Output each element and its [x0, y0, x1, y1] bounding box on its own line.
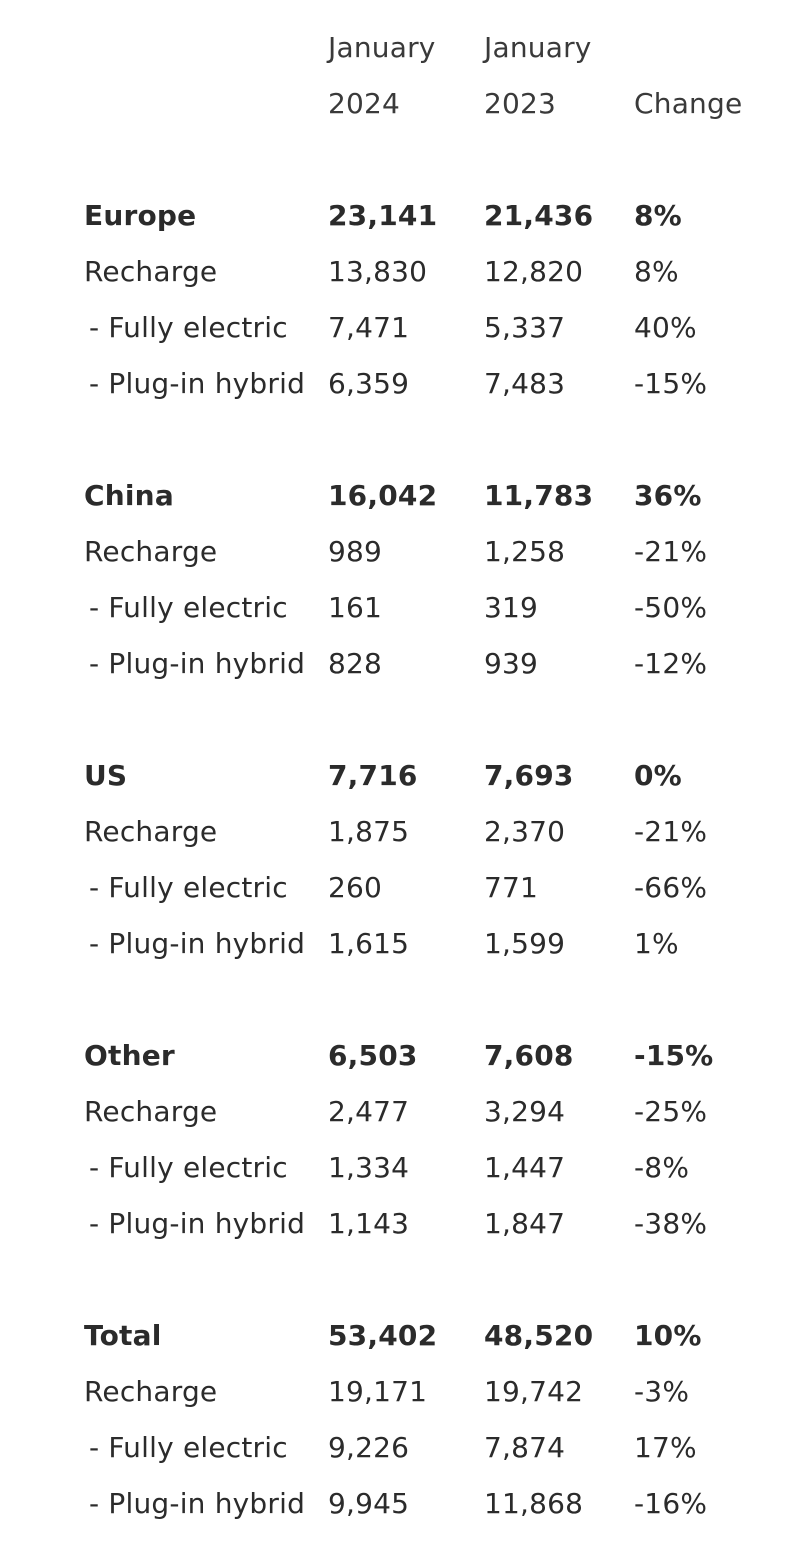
row-value-2024: 7,471 [328, 311, 410, 344]
region-total-2024: 16,042 [328, 479, 438, 512]
region-total-2023: 11,783 [484, 479, 594, 512]
row-change: -21% [634, 535, 708, 568]
row-label: - Plug-in hybrid [89, 1487, 306, 1520]
row-label: - Plug-in hybrid [89, 1207, 306, 1240]
region-total-change: -15% [634, 1039, 714, 1072]
row-value-2024: 1,875 [328, 815, 410, 848]
row-change: -16% [634, 1487, 708, 1520]
row-value-2023: 3,294 [484, 1095, 566, 1128]
row-change: -66% [634, 871, 708, 904]
region-total-2023: 21,436 [484, 199, 594, 232]
col-2023-year: 2023 [484, 87, 557, 120]
row-label: - Plug-in hybrid [89, 367, 306, 400]
row-change: -12% [634, 647, 708, 680]
row-value-2024: 13,830 [328, 255, 428, 288]
row-change: -21% [634, 815, 708, 848]
region-total-2024: 23,141 [328, 199, 438, 232]
row-change: -15% [634, 367, 708, 400]
region-total-2024: 6,503 [328, 1039, 418, 1072]
region-label: Other [84, 1039, 175, 1072]
row-value-2024: 6,359 [328, 367, 410, 400]
row-value-2023: 11,868 [484, 1487, 584, 1520]
region-total-change: 10% [634, 1319, 702, 1352]
row-value-2023: 771 [484, 871, 539, 904]
row-change: -3% [634, 1375, 690, 1408]
row-value-2024: 989 [328, 535, 383, 568]
row-value-2023: 1,599 [484, 927, 566, 960]
region-total-change: 0% [634, 759, 682, 792]
row-label: Recharge [84, 255, 218, 288]
row-change: -38% [634, 1207, 708, 1240]
row-value-2023: 7,483 [484, 367, 566, 400]
row-label: - Fully electric [89, 1431, 288, 1464]
row-value-2024: 260 [328, 871, 383, 904]
row-label: Recharge [84, 1375, 218, 1408]
region-total-2023: 7,693 [484, 759, 574, 792]
row-value-2024: 828 [328, 647, 383, 680]
row-change: 1% [634, 927, 679, 960]
row-value-2023: 1,847 [484, 1207, 566, 1240]
region-label: US [84, 759, 128, 792]
row-value-2024: 1,334 [328, 1151, 410, 1184]
row-value-2024: 1,615 [328, 927, 410, 960]
row-value-2024: 2,477 [328, 1095, 410, 1128]
col-2024-month: January [328, 31, 436, 64]
row-change: -25% [634, 1095, 708, 1128]
row-value-2024: 161 [328, 591, 383, 624]
row-label: Recharge [84, 1095, 218, 1128]
row-label: - Fully electric [89, 591, 288, 624]
row-value-2023: 12,820 [484, 255, 584, 288]
row-value-2023: 1,258 [484, 535, 566, 568]
row-value-2023: 939 [484, 647, 539, 680]
row-label: - Fully electric [89, 871, 288, 904]
row-value-2023: 2,370 [484, 815, 566, 848]
region-total-2023: 7,608 [484, 1039, 574, 1072]
row-change: -50% [634, 591, 708, 624]
region-total-2024: 53,402 [328, 1319, 438, 1352]
row-value-2023: 7,874 [484, 1431, 566, 1464]
row-value-2024: 1,143 [328, 1207, 410, 1240]
region-label: Total [84, 1319, 162, 1352]
row-label: Recharge [84, 535, 218, 568]
col-change: Change [634, 87, 743, 120]
row-value-2023: 1,447 [484, 1151, 566, 1184]
region-total-2024: 7,716 [328, 759, 418, 792]
row-label: - Plug-in hybrid [89, 927, 306, 960]
row-label: - Fully electric [89, 1151, 288, 1184]
col-2024-year: 2024 [328, 87, 401, 120]
region-total-2023: 48,520 [484, 1319, 594, 1352]
row-change: 17% [634, 1431, 697, 1464]
region-total-change: 36% [634, 479, 702, 512]
row-label: Recharge [84, 815, 218, 848]
row-value-2024: 9,945 [328, 1487, 410, 1520]
row-value-2024: 19,171 [328, 1375, 428, 1408]
row-value-2023: 19,742 [484, 1375, 584, 1408]
region-label: Europe [84, 199, 197, 232]
row-label: - Fully electric [89, 311, 288, 344]
row-change: 40% [634, 311, 697, 344]
row-value-2023: 5,337 [484, 311, 566, 344]
row-label: - Plug-in hybrid [89, 647, 306, 680]
region-total-change: 8% [634, 199, 682, 232]
region-label: China [84, 479, 174, 512]
row-value-2024: 9,226 [328, 1431, 410, 1464]
col-2023-month: January [484, 31, 592, 64]
row-value-2023: 319 [484, 591, 539, 624]
row-change: 8% [634, 255, 679, 288]
row-change: -8% [634, 1151, 690, 1184]
